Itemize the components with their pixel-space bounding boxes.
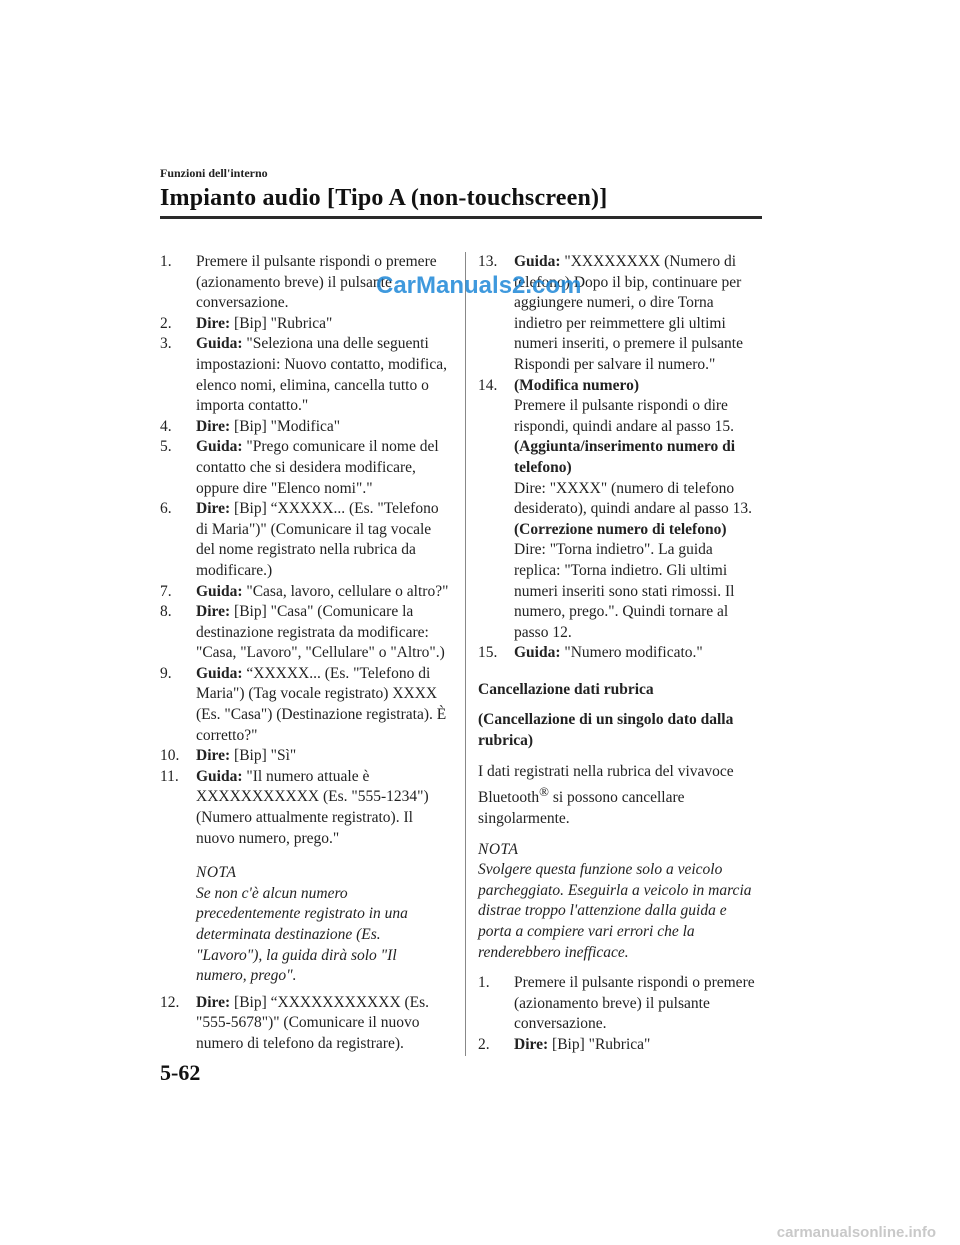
list-item: [160, 437, 450, 499]
note-text: Se non c'è alcun numero precedentemente registrato in una determinata destinazione (Es. "Lavoro"), la guida dirà solo "Il numero, prego".: [196, 884, 408, 985]
item-number: 8.: [160, 603, 172, 621]
list-item: [160, 499, 450, 581]
registered-mark: ®: [539, 784, 549, 800]
item-number: 5.: [160, 438, 172, 456]
item-text: [Bip] "Modifica": [230, 417, 341, 435]
item-text: [Bip] "Sì": [230, 747, 297, 765]
note-block: [478, 840, 763, 964]
list-item: [160, 417, 450, 438]
footer-watermark: carmanualsonline.info: [776, 1224, 936, 1241]
page-number: 5-62: [160, 1060, 201, 1085]
subsection-heading: (Cancellazione di un singolo dato dalla rubrica): [478, 711, 734, 750]
item-number: 12.: [160, 993, 180, 1011]
subitem-title: (Modifica numero): [514, 376, 639, 394]
subitem-text: Dire: "XXXX" (numero di telefono desiderato), quindi andare al passo 13.: [514, 479, 753, 518]
item-label: Dire:: [196, 993, 231, 1011]
item-text: “XXXXX... (Es. "Telefono di Maria") (Tag vocale registrato) XXXX (Es. "Casa") (Destinazione registrata). È corretto?": [196, 664, 447, 744]
watermark-logo: CarManuals2.com: [376, 272, 582, 299]
left-column: [160, 252, 450, 1055]
subitem-text: Dire: "Torna indietro". La guida replica: "Torna indietro. Gli ultimi numeri inseriti sono stati rimossi. Il numero, prego.". Quindi tornare al passo 12.: [514, 541, 735, 641]
item-number: 2.: [160, 314, 172, 332]
list-item: [160, 664, 450, 746]
para-text: si possono cancellare singolarmente.: [478, 789, 685, 827]
item-label: Dire:: [196, 417, 231, 435]
item-number: 4.: [160, 417, 172, 435]
item-label: Dire:: [196, 314, 231, 332]
item-text: Premere il pulsante rispondi o premere (azionamento breve) il pulsante conversazione.: [514, 974, 755, 1033]
item-text: "Seleziona una delle seguenti impostazioni: Nuovo contatto, modifica, elenco nomi, elimina, cancella tutto o importa contatto.": [196, 335, 447, 415]
header-rule: [160, 216, 762, 219]
note-text: Svolgere questa funzione solo a veicolo parcheggiato. Eseguirla a veicolo in marcia distrae troppo l'attenzione dalla guida e porta a compiere vari errori che la renderebbero inefficace.: [478, 861, 752, 961]
item-number: 1.: [478, 974, 490, 992]
list-item: [478, 643, 763, 664]
item-label: Guida:: [196, 438, 243, 456]
body-paragraph: [478, 762, 763, 830]
item-number: 10.: [160, 747, 180, 765]
list-item: [160, 746, 450, 767]
item-number: 1.: [160, 253, 172, 270]
right-column: [478, 252, 763, 1056]
list-item: [160, 767, 450, 849]
item-text: "Casa, lavoro, cellulare o altro?": [242, 582, 449, 600]
item-number: 9.: [160, 664, 172, 682]
item-label: Guida:: [196, 767, 243, 785]
list-item: [478, 973, 763, 1035]
item-label: Dire:: [514, 1035, 549, 1053]
item-text: "XXXXXXXX (Numero di telefono) Dopo il bip, continuare per aggiungere numeri, o dire Torna indietro per reimmettere gli ultimi numeri inseriti, o premere il pulsante Rispondi per salvare il numero.": [514, 253, 743, 373]
item-number: 7.: [160, 582, 172, 600]
list-item: [160, 993, 450, 1055]
item-text: [Bip] "Casa" (Comunicare la destinazione registrata da modificare: "Casa, "Lavoro", "Cellulare" o "Altro".): [196, 603, 445, 662]
item-label: Dire:: [196, 747, 231, 765]
item-label: Guida:: [196, 582, 243, 600]
item-number: 15.: [478, 644, 498, 662]
item-number: 2.: [478, 1035, 490, 1053]
list-item: [478, 252, 763, 376]
item-label: Guida:: [196, 664, 243, 682]
item-text: "Numero modificato.": [560, 644, 703, 662]
list-item: [160, 582, 450, 603]
item-label: Dire:: [196, 603, 231, 621]
item-text: [Bip] “XXXXX... (Es. "Telefono di Maria")" (Comunicare il tag vocale del nome registrato nella rubrica da modificare.): [196, 500, 439, 579]
list-item: [160, 334, 450, 416]
item-number: 13.: [478, 253, 498, 270]
note-title: NOTA: [478, 840, 519, 858]
list-item: [160, 314, 450, 335]
note-title: NOTA: [196, 864, 237, 882]
item-text: [Bip] "Rubrica": [548, 1035, 651, 1053]
page-title: Impianto audio [Tipo A (non-touchscreen)]: [160, 185, 608, 211]
subitem-title: (Aggiunta/inserimento numero di telefono): [514, 438, 736, 476]
item-text: "Prego comunicare il nome del contatto che si desidera modificare, oppure dire "Elenco nomi".": [196, 438, 439, 497]
item-text: [Bip] "Rubrica": [230, 314, 333, 332]
item-label: Guida:: [196, 335, 243, 353]
item-text: "Il numero attuale è XXXXXXXXXXX (Es. "555-1234") (Numero attualmente registrato). Il nuovo numero, prego.": [196, 767, 429, 847]
section-label: Funzioni dell'interno: [160, 166, 268, 180]
list-item: [160, 602, 450, 664]
note-block: [196, 863, 450, 987]
item-number: 11.: [160, 767, 179, 785]
item-label: Guida:: [514, 253, 561, 270]
list-item: [478, 1035, 763, 1056]
item-number: 3.: [160, 335, 172, 353]
item-label: Guida:: [514, 644, 561, 662]
column-divider: [465, 252, 466, 1056]
item-text: Premere il pulsante rispondi o premere (azionamento breve) il pulsante conversazione.: [196, 253, 437, 312]
section-heading: Cancellazione dati rubrica: [478, 680, 654, 698]
subitem-text: Premere il pulsante rispondi o dire rispondi, quindi andare al passo 15.: [514, 397, 734, 435]
item-number: 6.: [160, 500, 172, 518]
item-label: Dire:: [196, 500, 231, 518]
para-text: I dati registrati nella rubrica del vivavoce Bluetooth: [478, 762, 734, 807]
subitem-title: (Correzione numero di telefono): [514, 520, 727, 538]
list-item: [478, 376, 763, 644]
item-number: 14.: [478, 376, 498, 394]
item-text: [Bip] “XXXXXXXXXXX (Es. "555-5678")" (Comunicare il nuovo numero di telefono da registrare).: [196, 993, 430, 1052]
